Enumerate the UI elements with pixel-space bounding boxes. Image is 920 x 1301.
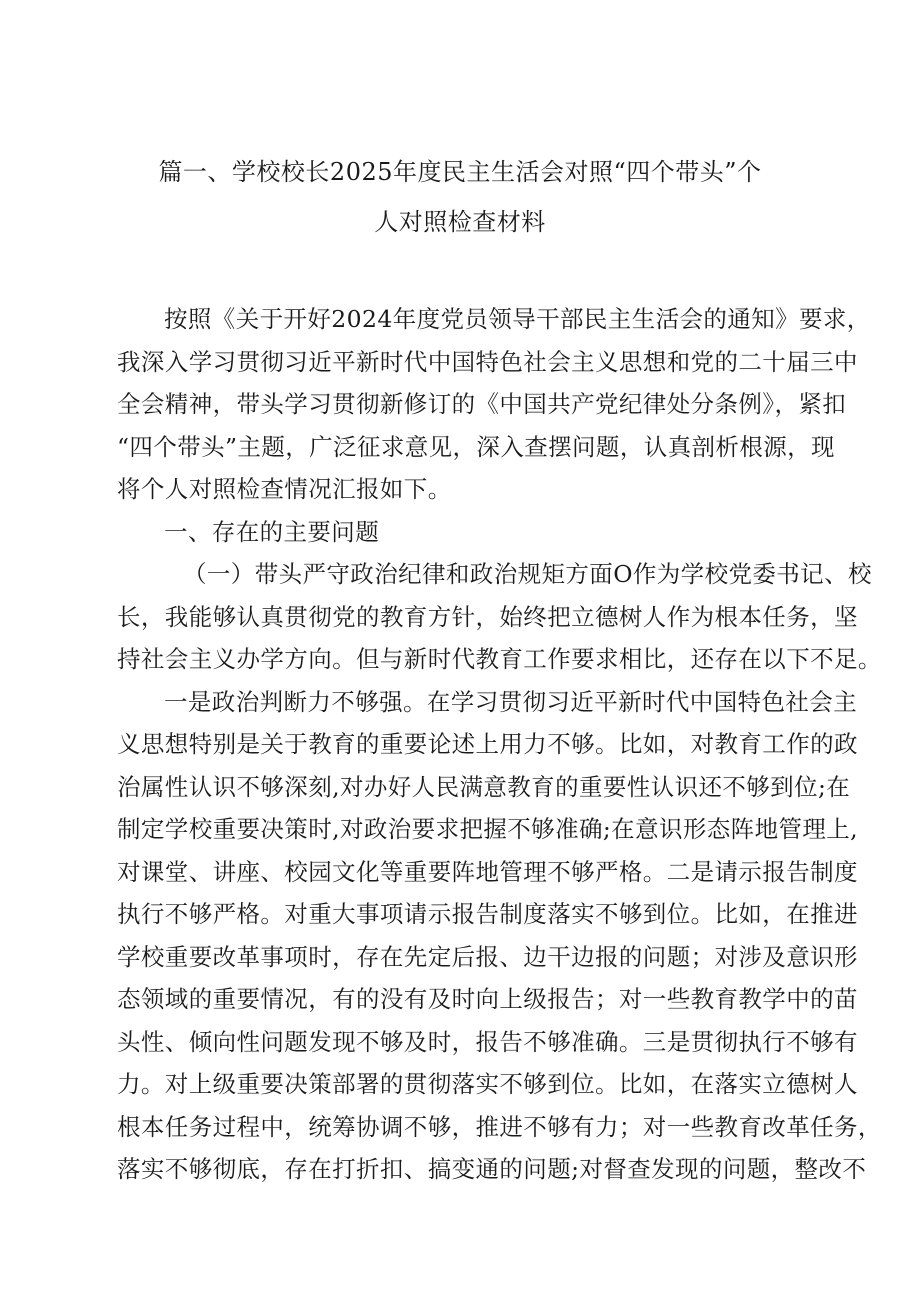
section-heading: 一、存在的主要问题 <box>164 517 380 546</box>
paragraph-line: 按照《关于开好2024年度党员领导干部民主生活会的通知》要求， <box>164 305 871 333</box>
paragraph-line: 将个人对照检查情况汇报如下。 <box>117 475 452 503</box>
paragraph-line: 制定学校重要决策时,对政治要求把握不够准确;在意识形态阵地管理上, <box>117 815 859 843</box>
paragraph-line: 头性、倾向性问题发现不够及时，报告不够准确。三是贯彻执行不够有 <box>117 1027 858 1056</box>
paragraph-line: 落实不够彻底，存在打折扣、搞变通的问题;对督查发现的问题，整改不 <box>117 1155 867 1183</box>
paragraph-line: 长，我能够认真贯彻党的教育方针，始终把立德树人作为根本任务，坚 <box>117 602 858 631</box>
document-title-line-1: 篇一、学校校长2025年度民主生活会对照“四个带头”个 <box>158 158 762 186</box>
paragraph-line: 对课堂、讲座、校园文化等重要阵地管理不够严格。二是请示报告制度 <box>117 857 858 886</box>
paragraph-line: 全会精神，带头学习贯彻新修订的《中国共产党纪律处分条例》，紧扣 <box>117 390 847 418</box>
paragraph-line: 力。对上级重要决策部署的贯彻落实不够到位。比如，在落实立德树人 <box>117 1070 858 1098</box>
paragraph-line: 根本任务过程中，统筹协调不够，推进不够有力；对一些教育改革任务， <box>117 1112 882 1141</box>
subsection-heading-line: （一）带头严守政治纪律和政治规矩方面O作为学校党委书记、校 <box>183 560 872 588</box>
paragraph-line: 执行不够严格。对重大事项请示报告制度落实不够到位。比如，在推进 <box>117 900 858 928</box>
paragraph-line: “四个带头”主题，广泛征求意见，深入查摆问题，认真剖析根源，现 <box>117 432 835 461</box>
document-title-line-2: 人对照检查材料 <box>374 208 546 236</box>
paragraph-line: 我深入学习贯彻习近平新时代中国特色社会主义思想和党的二十届三中 <box>117 347 858 376</box>
paragraph-line: 学校重要改革事项时，存在先定后报、边干边报的问题；对涉及意识形 <box>117 942 858 971</box>
paragraph-line: 态领域的重要情况，有的没有及时向上级报告；对一些教育教学中的苗 <box>117 985 858 1013</box>
paragraph-line: 一是政治判断力不够强。在学习贯彻习近平新时代中国特色社会主 <box>164 687 858 716</box>
paragraph-line: 治属性认识不够深刻,对办好人民满意教育的重要性认识还不够到位;在 <box>117 772 851 801</box>
paragraph-line: 义思想特别是关于教育的重要论述上用力不够。比如，对教育工作的政 <box>117 730 858 758</box>
document-body <box>117 298 882 1191</box>
paragraph-line: 持社会主义办学方向。但与新时代教育工作要求相比，还存在以下不足。 <box>117 645 882 673</box>
